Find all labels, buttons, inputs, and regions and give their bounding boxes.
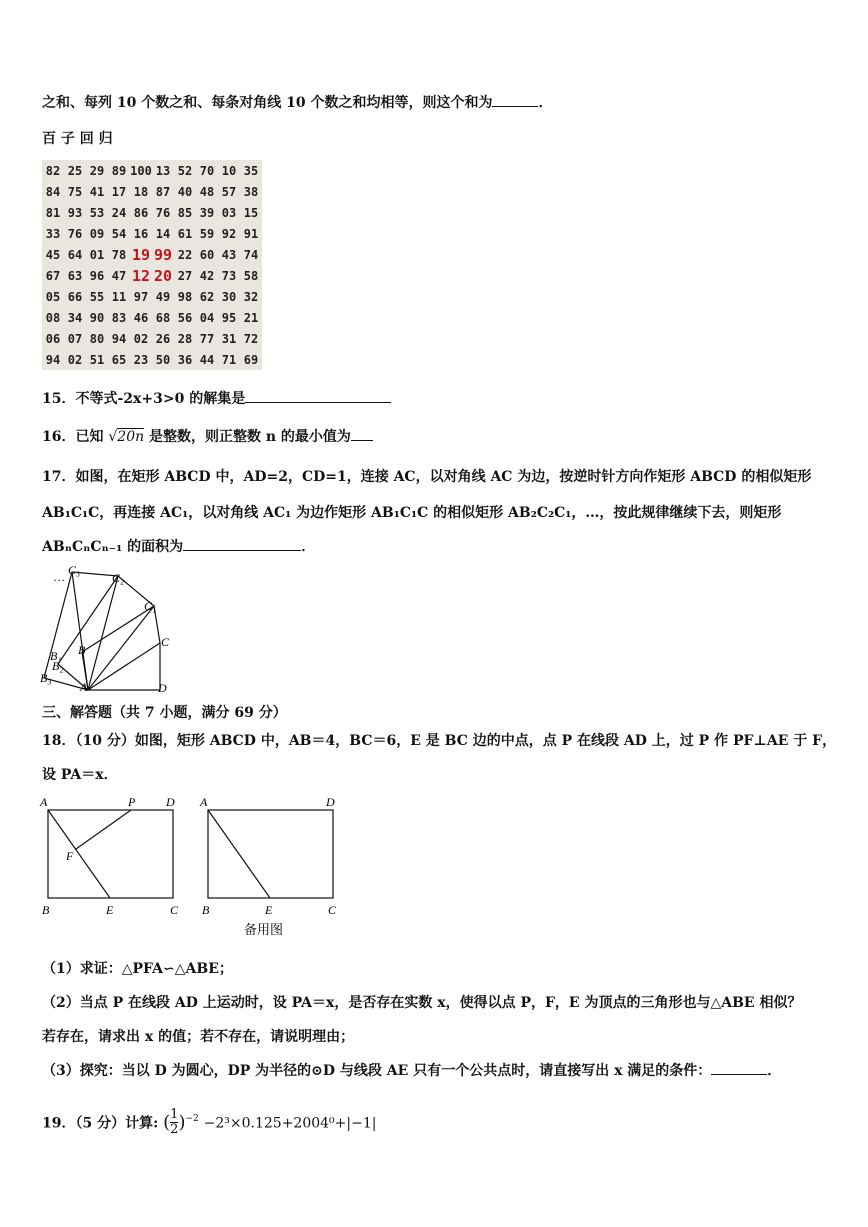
grid-cell: 52 [177, 163, 193, 178]
number-grid-image [42, 160, 262, 370]
grid-cell: 95 [221, 310, 237, 325]
grid-cell: 86 [133, 205, 149, 220]
fig2-B: B [202, 903, 210, 917]
fig1-A: A [40, 795, 48, 809]
grid-cell: 71 [221, 352, 237, 367]
grid-cell: 13 [155, 163, 171, 178]
grid-cell: 94 [45, 352, 61, 367]
grid-cell: 24 [111, 205, 127, 220]
grid-cell: 90 [89, 310, 105, 325]
grid-cell: 92 [221, 226, 237, 241]
grid-cell: 32 [243, 289, 259, 304]
grid-cell: 17 [111, 184, 127, 199]
q18-figures [36, 790, 356, 940]
fig1-B: B [42, 903, 50, 917]
label-A: A [80, 680, 88, 694]
grid-cell: 91 [243, 226, 259, 241]
grid-cell: 81 [45, 205, 61, 220]
grid-cell: 10 [221, 163, 237, 178]
grid-cell: 60 [199, 247, 215, 262]
label-C: C [161, 635, 170, 649]
q17-figure [36, 560, 186, 695]
fig1-F: F [66, 849, 74, 863]
grid-cell: 01 [89, 247, 105, 262]
fig1-E: E [106, 903, 114, 917]
grid-cell: 07 [67, 331, 83, 346]
q17-line3: ABₙCₙCₙ₋₁ 的面积为 ． [42, 536, 315, 556]
grid-cell: 64 [67, 247, 83, 262]
grid-cell: 43 [221, 247, 237, 262]
grid-cell: 18 [133, 184, 149, 199]
grid-cell: 47 [111, 268, 127, 283]
grid-cell: 23 [133, 352, 149, 367]
grid-cell: 51 [89, 352, 105, 367]
fig1-P: P [128, 795, 136, 809]
grid-cell: 98 [177, 289, 193, 304]
grid-cell: 56 [177, 310, 193, 325]
grid-cell: 27 [177, 268, 193, 283]
sqrt-expression: √20n [108, 429, 145, 445]
fig2-E: E [265, 903, 273, 917]
q18-line1: 18．（10 分）如图，矩形 ABCD 中，AB＝4，BC＝6，E 是 BC 边的中点，点 P 在线段 AD 上，过 P 作 PF⊥AE 于 F， [42, 733, 837, 749]
q18-part2a: （2）当点 P 在线段 AD 上运动时，设 PA＝x，是否存在实数 x，使得以点 P，F，E 为顶点的三角形也与△ABE 相似？ [42, 995, 802, 1011]
grid-cell: 84 [45, 184, 61, 199]
grid-cell: 58 [243, 268, 259, 283]
grid-cell: 55 [89, 289, 105, 304]
grid-cell: 62 [199, 289, 215, 304]
grid-cell: 77 [199, 331, 215, 346]
grid-cell: 09 [89, 226, 105, 241]
q17-line2: AB₁C₁C，再连接 AC₁，以对角线 AC₁ 为边作矩形 AB₁C₁C 的相似矩形 AB₂C₂C₁，…，按此规律继续下去，则矩形 [42, 505, 782, 521]
grid-cell: 28 [177, 331, 193, 346]
grid-cell: 93 [67, 205, 83, 220]
q18-part2b: 若存在，请求出 x 的值；若不存在，请说明理由； [42, 1029, 355, 1045]
grid-cell: 76 [155, 205, 171, 220]
answer-blank [711, 1060, 767, 1075]
grid-cell: 44 [199, 352, 215, 367]
grid-cell: 41 [89, 184, 105, 199]
grid-cell: 08 [45, 310, 61, 325]
grid-cell: 74 [243, 247, 259, 262]
fig1-D: D [166, 795, 175, 809]
grid-cell: 73 [221, 268, 237, 283]
grid-cell: 54 [111, 226, 127, 241]
grid-cell: 75 [67, 184, 83, 199]
grid-cell: 97 [133, 289, 149, 304]
grid-cell: 34 [67, 310, 83, 325]
grid-cell: 63 [67, 268, 83, 283]
grid-cell: 89 [111, 163, 127, 178]
grid-cell: 39 [199, 205, 215, 220]
grid-cell: 25 [67, 163, 83, 178]
grid-cell: 42 [199, 268, 215, 283]
grid-cell: 50 [155, 352, 171, 367]
grid-cell: 05 [45, 289, 61, 304]
grid-cell: 11 [111, 289, 127, 304]
grid-cell: 99 [153, 245, 173, 264]
q15: 15．不等式-2x+3>0 的解集是 [42, 388, 391, 408]
grid-cell: 100 [130, 163, 152, 178]
grid-cell: 20 [153, 266, 173, 285]
grid-cell: 87 [155, 184, 171, 199]
q18-part3: （3）探究：当以 D 为圆心，DP 为半径的⊙D 与线段 AE 只有一个公共点时，请直接写出 x 满足的条件： ． [42, 1060, 781, 1080]
grid-cell: 16 [133, 226, 149, 241]
grid-cell: 49 [155, 289, 171, 304]
grid-cell: 02 [67, 352, 83, 367]
grid-cell: 12 [131, 266, 151, 285]
grid-cell: 94 [111, 331, 127, 346]
grid-title: 百 子 回 归 [42, 131, 113, 147]
answer-blank [492, 92, 538, 107]
grid-cell: 31 [221, 331, 237, 346]
label-C1: C₁ [144, 599, 157, 613]
grid-cell: 78 [111, 247, 127, 262]
grid-cell: 35 [243, 163, 259, 178]
label-C2: C₂ [112, 571, 125, 585]
grid-cell: 65 [111, 352, 127, 367]
grid-cell: 85 [177, 205, 193, 220]
answer-blank [351, 426, 373, 441]
grid-cell: 53 [89, 205, 105, 220]
grid-cell: 29 [89, 163, 105, 178]
grid-cell: 03 [221, 205, 237, 220]
fig2-C: C [328, 903, 337, 917]
fig2-A: A [200, 795, 208, 809]
grid-cell: 15 [243, 205, 259, 220]
fraction-half-power: ( $\frac{1}{2}$ )$^{-2}$ [163, 1107, 199, 1137]
grid-cell: 46 [133, 310, 149, 325]
grid-cell: 57 [221, 184, 237, 199]
grid-cell: 38 [243, 184, 259, 199]
grid-cell: 69 [243, 352, 259, 367]
label-B: B [78, 643, 86, 657]
grid-cell: 76 [67, 226, 83, 241]
fig2-D: D [326, 795, 335, 809]
grid-cell: 21 [243, 310, 259, 325]
grid-cell: 45 [45, 247, 61, 262]
answer-blank [183, 536, 301, 551]
q17-line1: 17．如图，在矩形 ABCD 中，AD=2，CD=1，连接 AC，以对角线 AC 为边，按逆时针方向作矩形 ABCD 的相似矩形 [42, 469, 812, 485]
grid-cell: 67 [45, 268, 61, 283]
label-B3: B₃ [40, 671, 52, 685]
grid-cell: 40 [177, 184, 193, 199]
grid-cell: 59 [199, 226, 215, 241]
grid-cell: 80 [89, 331, 105, 346]
grid-cell: 26 [155, 331, 171, 346]
grid-cell: 36 [177, 352, 193, 367]
grid-cell: 68 [155, 310, 171, 325]
grid-cell: 83 [111, 310, 127, 325]
grid-cell: 14 [155, 226, 171, 241]
label-C3: C₃ [68, 563, 81, 577]
grid-cell: 72 [243, 331, 259, 346]
grid-cell: 33 [45, 226, 61, 241]
grid-cell: 70 [199, 163, 215, 178]
grid-cell: 22 [177, 247, 193, 262]
answer-blank [245, 388, 391, 403]
q16: 16．已知 √20n 是整数，则正整数 n 的最小值为 [42, 426, 373, 446]
grid-cell: 96 [89, 268, 105, 283]
q18-line2: 设 PA＝x． [42, 767, 118, 783]
grid-cell: 04 [199, 310, 215, 325]
grid-cell: 61 [177, 226, 193, 241]
grid-cell: 30 [221, 289, 237, 304]
section-3-heading: 三、解答题（共 7 小题，满分 69 分） [42, 705, 287, 721]
label-dots: … [54, 570, 65, 584]
label-D: D [158, 681, 167, 695]
label-B2: B₂ [52, 659, 64, 673]
q19: 19．（5 分）计算: ( $\frac{1}{2}$ )$^{-2}$ −2³×0.125+2004⁰+|−1| [42, 1107, 377, 1137]
grid-cell: 19 [131, 245, 151, 264]
grid-cell: 02 [133, 331, 149, 346]
q14-tail: 之和、每列 10 个数之和、每条对角线 10 个数之和均相等，则这个和为 ． [42, 92, 552, 112]
grid-cell: 06 [45, 331, 61, 346]
grid-cell: 48 [199, 184, 215, 199]
label-B1: B₁ [50, 649, 62, 663]
backup-figure-label: 备用图 [244, 923, 284, 938]
q18-part1: （1）求证：△PFA∽△ABE； [42, 961, 233, 977]
grid-cell: 82 [45, 163, 61, 178]
fig1-C: C [170, 903, 179, 917]
grid-cell: 66 [67, 289, 83, 304]
